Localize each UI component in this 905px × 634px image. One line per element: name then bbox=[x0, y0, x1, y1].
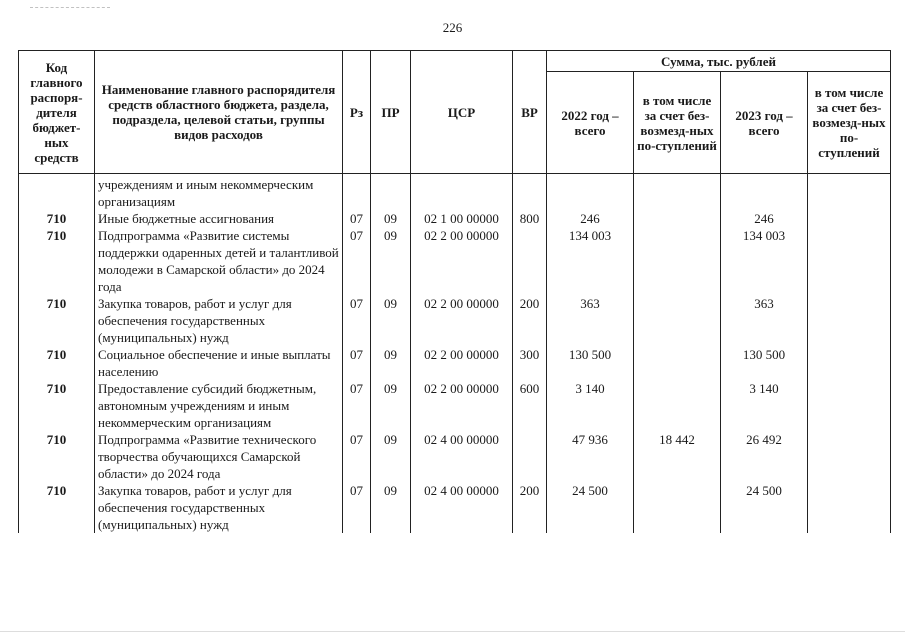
row-vr: 800 bbox=[513, 210, 547, 227]
row-2023-total: 24 500 bbox=[721, 482, 808, 533]
row-2023-total: 363 bbox=[721, 295, 808, 346]
row-2022-total: 47 936 bbox=[547, 431, 634, 482]
row-vr bbox=[513, 174, 547, 211]
row-code: 710 bbox=[19, 380, 95, 431]
table-row bbox=[19, 482, 891, 533]
row-2022-total: 130 500 bbox=[547, 346, 634, 380]
row-rz: 07 bbox=[343, 227, 371, 295]
row-name: Подпрограмма «Развитие системы поддержки одаренных детей и талантливой молодежи в Самарской области» до 2024 года bbox=[95, 227, 343, 295]
row-2023-grants bbox=[808, 380, 891, 431]
header-name: Наименование главного распорядителя средств областного бюджета, раздела, подраздела, целевой статьи, группы видов расходов bbox=[95, 51, 343, 174]
row-pr bbox=[371, 174, 411, 211]
table-row bbox=[19, 174, 891, 211]
table-row bbox=[19, 431, 891, 482]
row-2022-grants: 18 442 bbox=[634, 431, 721, 482]
header-2023-total: 2023 год – всего bbox=[721, 72, 808, 174]
row-rz bbox=[343, 174, 371, 211]
row-name: Закупка товаров, работ и услуг для обеспечения государственных (муниципальных) нужд bbox=[95, 482, 343, 533]
row-2022-grants bbox=[634, 380, 721, 431]
table-body bbox=[19, 174, 891, 534]
row-pr: 09 bbox=[371, 431, 411, 482]
row-name: Иные бюджетные ассигнования bbox=[95, 210, 343, 227]
row-2023-total bbox=[721, 174, 808, 211]
table-row bbox=[19, 295, 891, 346]
row-pr: 09 bbox=[371, 380, 411, 431]
table-row bbox=[19, 227, 891, 295]
row-csr: 02 2 00 00000 bbox=[411, 346, 513, 380]
row-2022-grants bbox=[634, 482, 721, 533]
header-2022-total: 2022 год – всего bbox=[547, 72, 634, 174]
row-rz: 07 bbox=[343, 210, 371, 227]
row-2023-total: 246 bbox=[721, 210, 808, 227]
table-row bbox=[19, 210, 891, 227]
row-vr bbox=[513, 431, 547, 482]
row-name: Подпрограмма «Развитие технического творчества обучающихся Самарской области» до 2024 года bbox=[95, 431, 343, 482]
row-rz: 07 bbox=[343, 295, 371, 346]
row-csr: 02 1 00 00000 bbox=[411, 210, 513, 227]
header-vr: ВР bbox=[513, 51, 547, 174]
row-2023-total: 134 003 bbox=[721, 227, 808, 295]
row-csr: 02 2 00 00000 bbox=[411, 227, 513, 295]
row-vr: 200 bbox=[513, 295, 547, 346]
header-csr: ЦСР bbox=[411, 51, 513, 174]
row-pr: 09 bbox=[371, 346, 411, 380]
row-code bbox=[19, 174, 95, 211]
row-2022-total: 24 500 bbox=[547, 482, 634, 533]
header-row-1 bbox=[19, 51, 891, 72]
row-code: 710 bbox=[19, 227, 95, 295]
header-code: Код главного распоря-дителя бюджет-ных средств bbox=[19, 51, 95, 174]
row-name: учреждениям и иным некоммерческим организациям bbox=[95, 174, 343, 211]
row-pr: 09 bbox=[371, 210, 411, 227]
row-csr bbox=[411, 174, 513, 211]
row-2022-total: 363 bbox=[547, 295, 634, 346]
row-rz: 07 bbox=[343, 346, 371, 380]
row-code: 710 bbox=[19, 482, 95, 533]
header-sum: Сумма, тыс. рублей bbox=[547, 51, 891, 72]
row-code: 710 bbox=[19, 210, 95, 227]
row-2022-grants bbox=[634, 174, 721, 211]
scan-artifact-top bbox=[30, 7, 110, 9]
row-2023-grants bbox=[808, 482, 891, 533]
header-2022-grants: в том числе за счет без-возмезд-ных по-ступлений bbox=[634, 72, 721, 174]
budget-table bbox=[18, 50, 891, 533]
row-2023-grants bbox=[808, 174, 891, 211]
header-2023-grants: в том числе за счет без-возмезд-ных по-ступлений bbox=[808, 72, 891, 174]
row-csr: 02 4 00 00000 bbox=[411, 431, 513, 482]
row-2022-total bbox=[547, 174, 634, 211]
row-2023-grants bbox=[808, 227, 891, 295]
row-pr: 09 bbox=[371, 295, 411, 346]
header-rz: Рз bbox=[343, 51, 371, 174]
row-2022-total: 134 003 bbox=[547, 227, 634, 295]
header-pr: ПР bbox=[371, 51, 411, 174]
row-name: Предоставление субсидий бюджетным, автономным учреждениям и иным некоммерческим организациям bbox=[95, 380, 343, 431]
row-pr: 09 bbox=[371, 482, 411, 533]
row-2023-total: 26 492 bbox=[721, 431, 808, 482]
row-2023-grants bbox=[808, 295, 891, 346]
row-rz: 07 bbox=[343, 431, 371, 482]
row-2022-grants bbox=[634, 210, 721, 227]
row-2023-grants bbox=[808, 210, 891, 227]
row-csr: 02 2 00 00000 bbox=[411, 380, 513, 431]
row-name: Социальное обеспечение и иные выплаты населению bbox=[95, 346, 343, 380]
row-2023-total: 3 140 bbox=[721, 380, 808, 431]
row-code: 710 bbox=[19, 346, 95, 380]
row-pr: 09 bbox=[371, 227, 411, 295]
row-csr: 02 2 00 00000 bbox=[411, 295, 513, 346]
row-code: 710 bbox=[19, 431, 95, 482]
row-2022-total: 246 bbox=[547, 210, 634, 227]
row-vr bbox=[513, 227, 547, 295]
row-2023-grants bbox=[808, 346, 891, 380]
row-name: Закупка товаров, работ и услуг для обеспечения государственных (муниципальных) нужд bbox=[95, 295, 343, 346]
row-rz: 07 bbox=[343, 482, 371, 533]
row-vr: 300 bbox=[513, 346, 547, 380]
row-code: 710 bbox=[19, 295, 95, 346]
row-2022-grants bbox=[634, 227, 721, 295]
row-vr: 200 bbox=[513, 482, 547, 533]
row-2022-total: 3 140 bbox=[547, 380, 634, 431]
table-row bbox=[19, 380, 891, 431]
table-row bbox=[19, 346, 891, 380]
scan-artifact-bottom bbox=[0, 631, 905, 632]
row-2022-grants bbox=[634, 346, 721, 380]
row-csr: 02 4 00 00000 bbox=[411, 482, 513, 533]
row-rz: 07 bbox=[343, 380, 371, 431]
row-2023-grants bbox=[808, 431, 891, 482]
row-vr: 600 bbox=[513, 380, 547, 431]
row-2022-grants bbox=[634, 295, 721, 346]
page-number: 226 bbox=[442, 20, 463, 35]
row-2023-total: 130 500 bbox=[721, 346, 808, 380]
